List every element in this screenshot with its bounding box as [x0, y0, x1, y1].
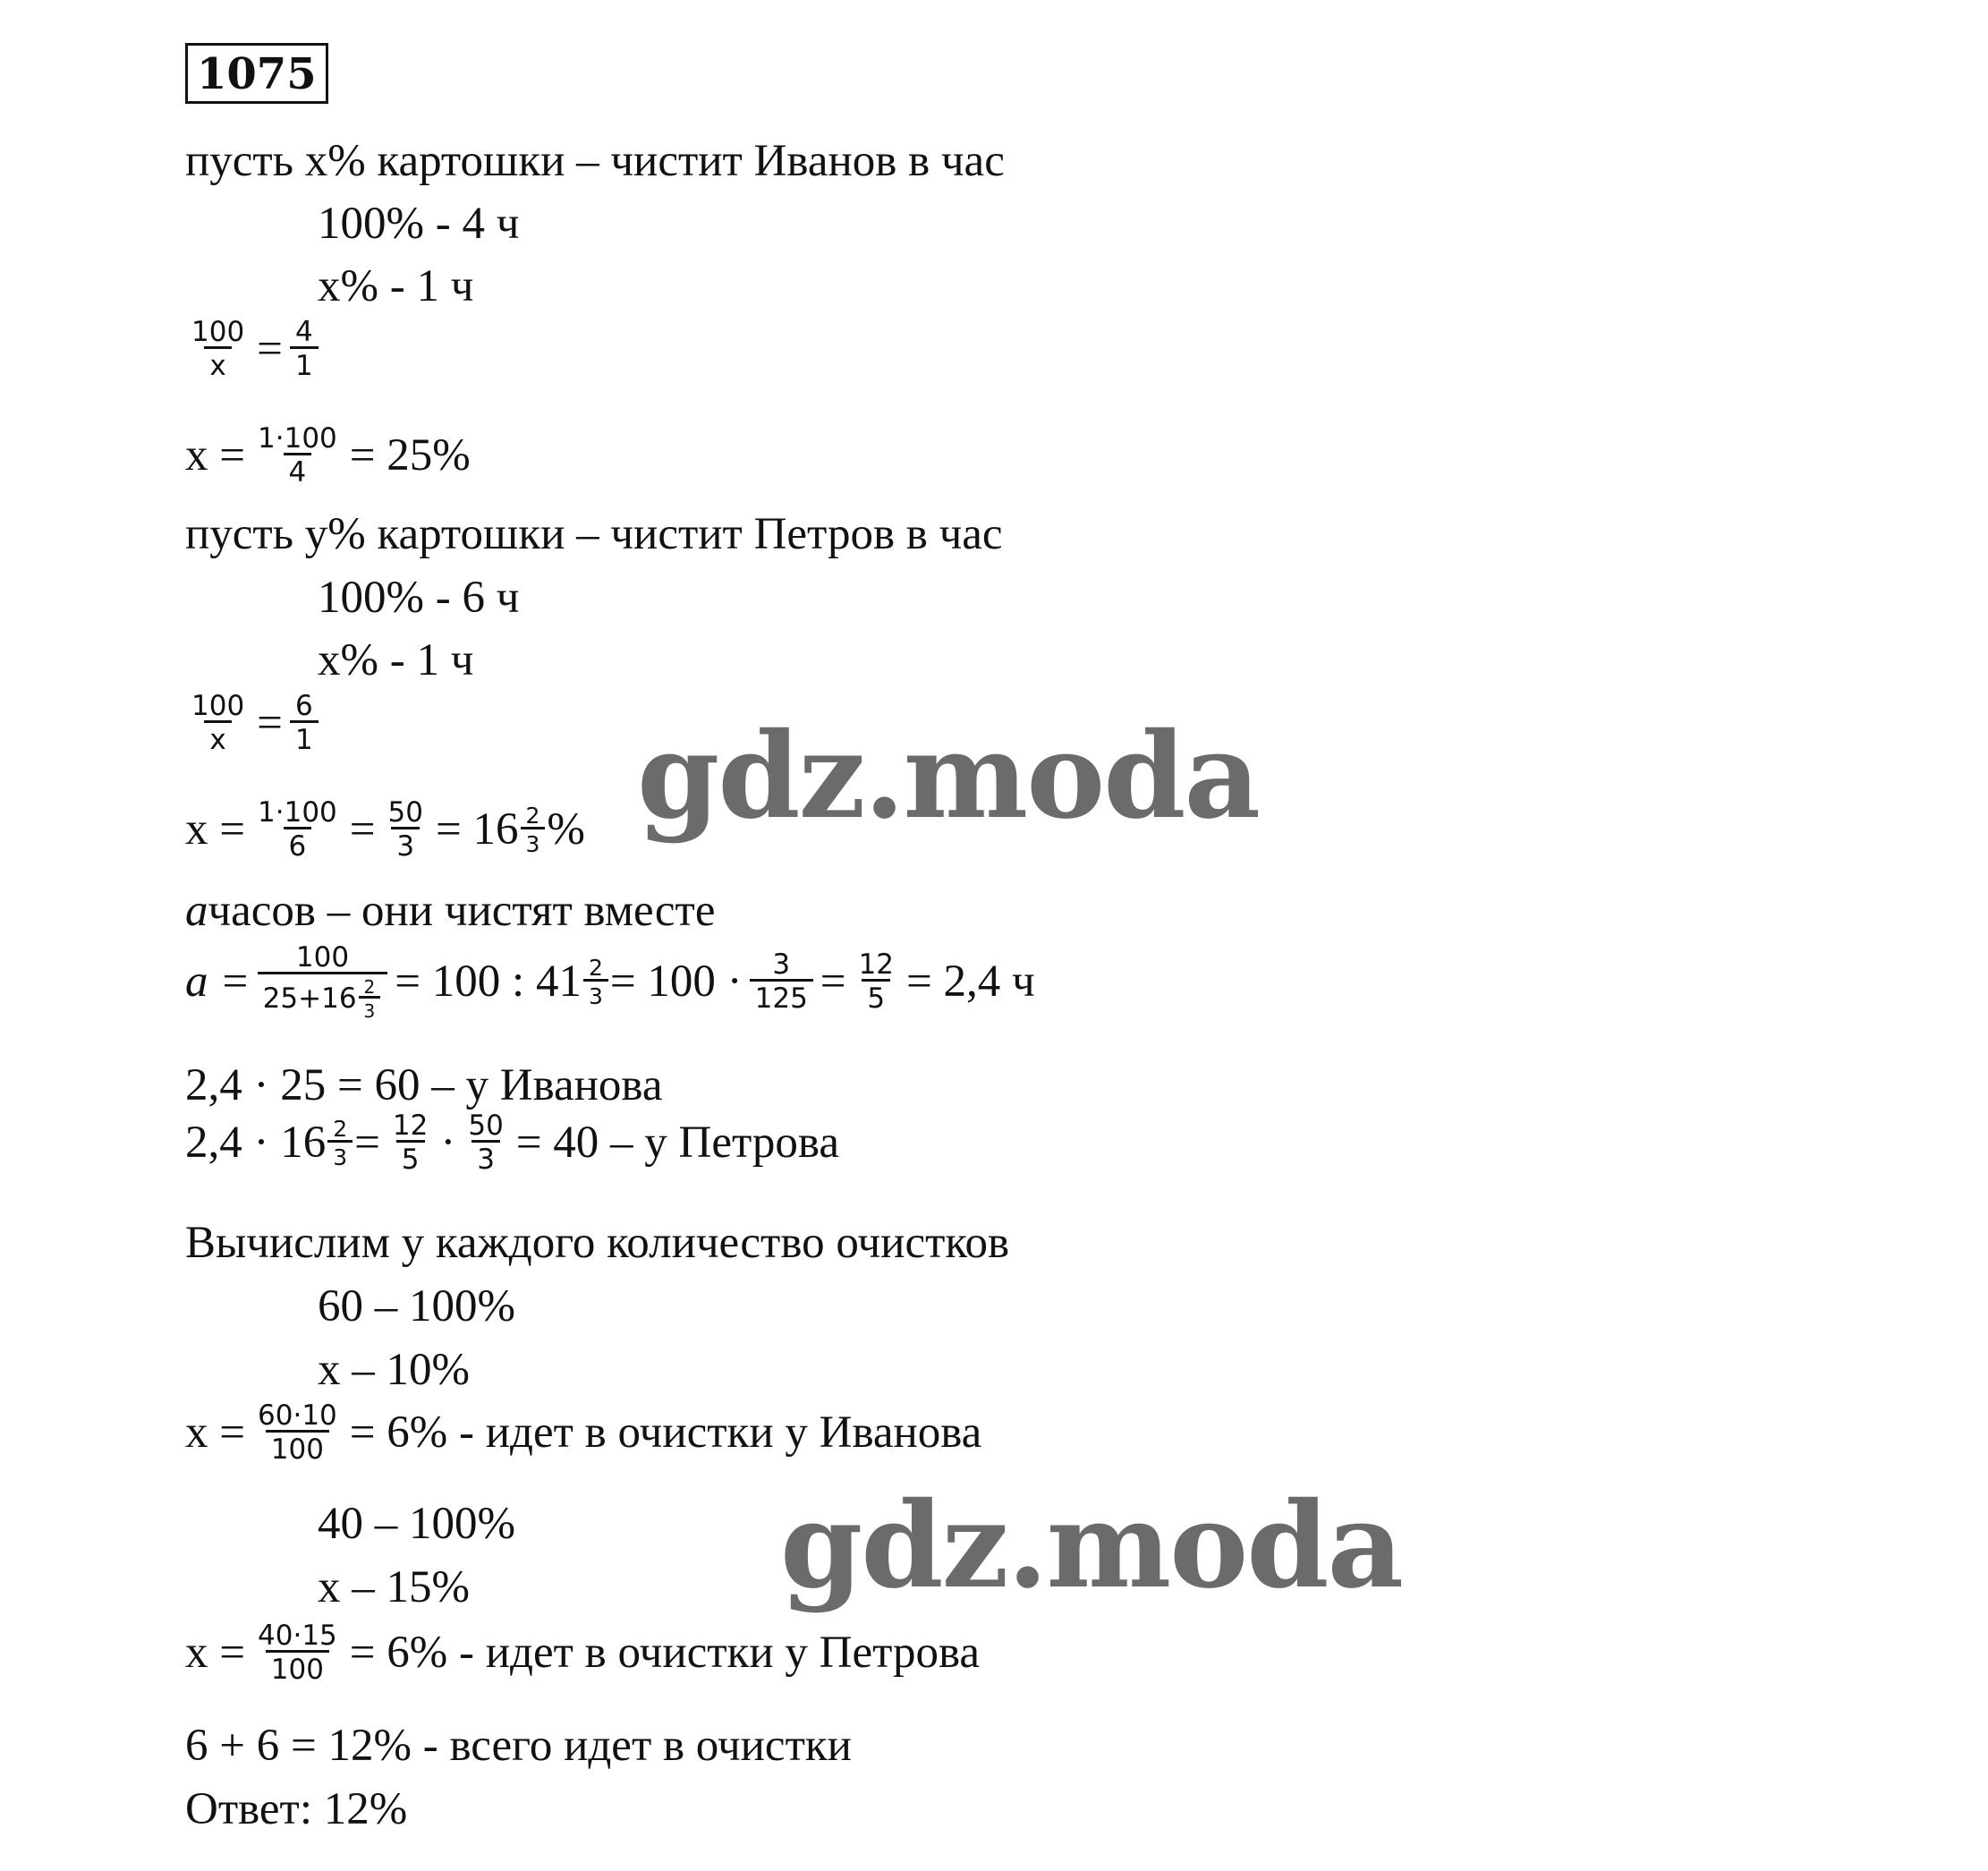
equation-1: $\frac{100}{х}$ = $\frac{4}{1}$ — [179, 319, 326, 380]
line-proportion-3b: х – 10% — [318, 1345, 470, 1395]
fraction: $\frac{1\cdot 100}{6}$ — [258, 796, 337, 863]
equation-5: a = 100 25+16 $\frac{2}{3}$ = 100 : 41 $\frac{2}{3}$ = 100 · $\frac{3}{125}$ = $\frac{12}{5}$ = 2,4 ч — [185, 941, 1035, 1022]
fraction: $\frac{50}{3}$ — [387, 796, 423, 863]
line-let-x: пусть х% картошки – чистит Иванов в час — [185, 136, 1005, 186]
line-proportion-2b: х% - 1 ч — [318, 635, 474, 685]
line-proportion-3a: 60 – 100% — [318, 1281, 515, 1331]
line-proportion-4b: х – 15% — [318, 1562, 470, 1612]
fraction: $\frac{3}{125}$ — [750, 951, 813, 1013]
line-let-y: пусть у% картошки – чистит Петров в час — [185, 509, 1003, 559]
line-ivanov-amount: 2,4 · 25 = 60 – у Иванова — [185, 1060, 663, 1110]
watermark: gdz.moda — [637, 707, 1260, 846]
fraction: $\frac{2}{3}$ — [521, 804, 546, 855]
line-hours-together: a часов – они чистят вместе — [185, 886, 716, 936]
problem-number: 1075 — [185, 43, 328, 104]
line-proportion-2a: 100% - 6 ч — [318, 573, 520, 623]
equation-2: х = $\frac{1\cdot 100}{4}$ = 25% — [185, 422, 471, 489]
line-answer: Ответ: 12% — [185, 1784, 408, 1834]
fraction: $\frac{50}{3}$ — [468, 1110, 504, 1176]
equation-7: х = $\frac{60\cdot 10}{100}$ = 6% - идет в очистки у Иванова — [185, 1399, 982, 1466]
equation-4: х = $\frac{1\cdot 100}{6}$ = $\frac{50}{3}$ = 16 $\frac{2}{3}$ % — [185, 796, 585, 863]
line-total: 6 + 6 = 12% - всего идет в очистки — [185, 1721, 852, 1771]
fraction: $\frac{40\cdot 15}{100}$ — [258, 1620, 337, 1686]
fraction: $\frac{4}{1}$ — [290, 319, 319, 380]
watermark: gdz.moda — [780, 1476, 1403, 1615]
fraction: $\frac{100}{х}$ — [191, 690, 245, 756]
fraction: $\frac{12}{5}$ — [858, 948, 895, 1015]
fraction: 100 25+16 $\frac{2}{3}$ — [258, 944, 388, 1020]
line-proportion-1a: 100% - 4 ч — [318, 199, 520, 249]
fraction: $\frac{2}{3}$ — [327, 1118, 353, 1169]
fraction: $\frac{1\cdot 100}{4}$ — [258, 422, 337, 489]
fraction: $\frac{2}{3}$ — [583, 957, 608, 1008]
fraction: $\frac{2}{3}$ — [359, 978, 381, 1020]
fraction: $\frac{60\cdot 10}{100}$ — [258, 1399, 337, 1466]
equation-6: 2,4 · 16 $\frac{2}{3}$ = $\frac{12}{5}$ · $\frac{50}{3}$ = 40 – у Петрова — [185, 1110, 839, 1176]
equation-8: х = $\frac{40\cdot 15}{100}$ = 6% - идет в очистки у Петрова — [185, 1620, 981, 1686]
equation-3: $\frac{100}{х}$ = $\frac{6}{1}$ — [179, 693, 326, 754]
fraction: $\frac{6}{1}$ — [290, 693, 319, 754]
line-proportion-1b: х% - 1 ч — [318, 261, 474, 311]
line-proportion-4a: 40 – 100% — [318, 1499, 515, 1549]
line-compute-peels: Вычислим у каждого количество очистков — [185, 1218, 1010, 1268]
fraction: $\frac{12}{5}$ — [392, 1110, 429, 1176]
fraction: $\frac{100}{х}$ — [191, 316, 245, 382]
